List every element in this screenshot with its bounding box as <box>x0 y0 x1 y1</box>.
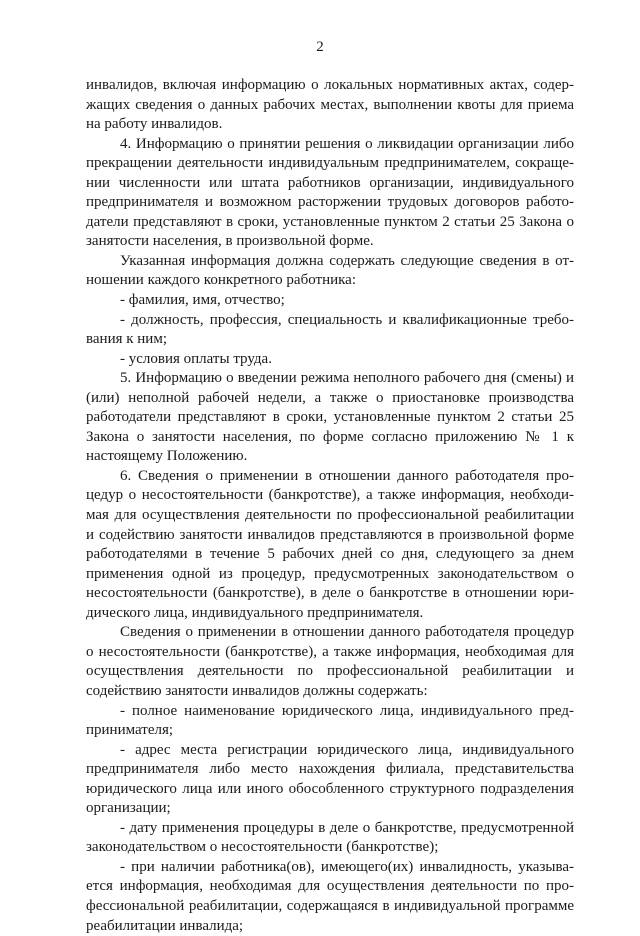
list-item-address: - адрес места регистрации юридического лица, индивидуального предпринимателя либо место нахождения филиала, представительства юридического лица или иного обособленного структурного подразделения организации; <box>86 741 574 817</box>
paragraph-item-4: 4. Информацию о принятии решения о ликвидации организации либо прекращении деятельности индивидуальным предпринимателем, сокращении численности или штата работников организации, индивидуального предпринимателя и возможном расторжении трудовых договоров работодатели представляют в сроки, установленные пунктом 2 статьи 25 Закона о занятости населения, в произвольной форме. <box>86 135 574 250</box>
list-item-payment: - условия оплаты труда. <box>120 350 272 367</box>
list-item-position: - должность, профессия, специальность и квалификационные требования к ним; <box>86 311 574 348</box>
paragraph-item-6: 6. Сведения о применении в отношении данного работодателя процедур о несостоятельности (банкротстве), а также информация, необходимая для осуществления деятельности по профессиональной реабилитации и содействию занятости инвалидов представляются в произвольной форме работодателями в течение 5 рабочих дней со дня, следующего за днем применения одной из процедур, предусмотренных законодательством о несостоятельности (банкротстве), в деле о банкротстве в отношении юридического лица, индивидуального предпринимателя. <box>86 467 574 621</box>
paragraph-bankruptcy-info: Сведения о применении в отношении данного работодателя процедур о несостоятельности (банкротстве), а также информация, необходимая для осуществления деятельности по профессиональной реабилитации и содействию занятости инвалидов должны содержать: <box>86 624 574 699</box>
paragraph-continuation: инвалидов, включая информацию о локальных нормативных актах, содержащих сведения о данных рабочих местах, выполнении квоты для приема на работу инвалидов. <box>86 77 574 133</box>
list-item-full-name: - фамилия, имя, отчество; <box>120 292 285 309</box>
paragraph-info-requirements: Указанная информация должна содержать следующие сведения в отношении каждого конкретного работника: <box>86 252 574 289</box>
document-body <box>86 76 574 936</box>
paragraph-item-5: 5. Информацию о введении режима неполного рабочего дня (смены) и (или) неполной рабочей недели, а также о приостановке производства работодатели представляют в сроки, установленные пунктом 2 статьи 25 Закона о занятости населения, по форме согласно приложению № 1 к настоящему Положению. <box>86 370 574 465</box>
list-item-procedure-date: - дату применения процедуры в деле о банкротстве, предусмотренной законодательством о несостоятельности (банкротстве); <box>86 819 574 856</box>
page-number: 2 <box>316 39 324 55</box>
list-item-entity-name: - полное наименование юридического лица, индивидуального предпринимателя; <box>86 702 574 739</box>
list-item-disabled-workers: - при наличии работника(ов), имеющего(их) инвалидность, указывается информация, необходимая для осуществления деятельности по профессиональной реабилитации, содержащаяся в индивидуальной программе реабилитации инвалида; <box>86 858 574 934</box>
